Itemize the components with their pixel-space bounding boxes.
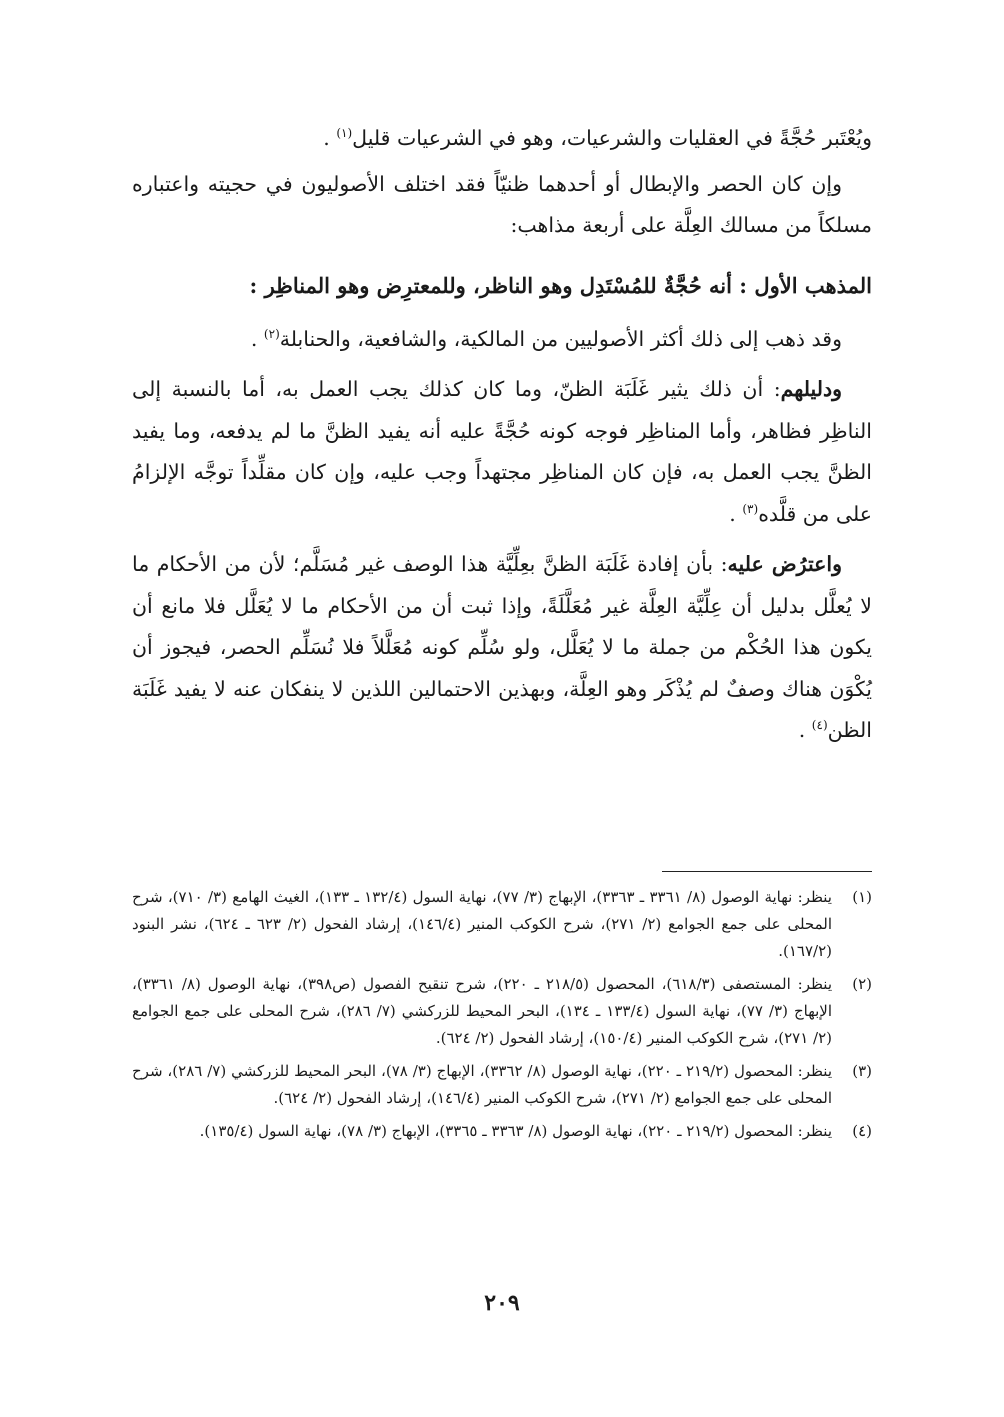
footnote-2 bbox=[132, 971, 872, 1052]
paragraph-5-label: واعترُض عليه bbox=[727, 552, 842, 576]
footnote-ref-4: (٤) bbox=[811, 718, 828, 733]
footnote-4 bbox=[132, 1118, 872, 1145]
paragraph-2: وإن كان الحصر والإبطال أو أحدهما ظنيّاً فقد اختلف الأصوليون في حجيته واعتباره مسلكاً من مسالك العِلَّة على أربعة مذاهب: bbox=[132, 171, 872, 237]
footnote-ref-1: (١) bbox=[336, 126, 353, 141]
footnote-text: ينظر: المحصول (٢١٩/٢ ـ ٢٢٠)، نهاية الوصول (٨/ ٣٣٦٢)، الإبهاج (٣/ ٧٨)، البحر المحيط للزركشي (٧/ ٢٨٦)، شرح المحلى على جمع الجوامع (٢/ ٢٧١)، شرح الكوكب المنير (١٤٦/٤)، إرشاد الفحول (٢/ ٦٢٤). bbox=[132, 1062, 833, 1107]
footnote-3 bbox=[132, 1058, 872, 1112]
paragraph-1: ويُعْتَبر حُجَّةً في العقليات والشرعيات، وهو في الشرعيات قليل$^{(١)}$ . bbox=[323, 126, 872, 150]
page-number: ٢٠٩ bbox=[484, 1290, 520, 1316]
footnote-number: (٢) bbox=[852, 975, 872, 993]
footnote-number: (٣) bbox=[852, 1062, 872, 1080]
footnote-text: ينظر: نهاية الوصول (٨/ ٣٣٦١ ـ ٣٣٦٣)، الإبهاج (٣/ ٧٧)، نهاية السول (١٣٢/٤ ـ ١٣٣)، الغيث الهامع (٣/ ٧١٠)، شرح المحلى على جمع الجوامع (٢/ ٢٧١)، شرح الكوكب المنير (١٤٦/٤)، إرشاد الفحول (٢/ ٦٢٣ ـ ٦٢٤)، نشر البنود (١٦٧/٢). bbox=[132, 888, 833, 960]
footnote-text: ينظر: المستصفى (٦١٨/٣)، المحصول (٢١٨/٥ ـ ٢٢٠)، شرح تنقيح الفصول (ص٣٩٨)، نهاية الوصول (٨/ ٣٣٦١)، الإبهاج (٣/ ٧٧)، نهاية السول (١٣٣/٤ ـ ١٣٤)، البحر المحيط للزركشي (٧/ ٢٨٦)، شرح المحلى على جمع الجوامع (٢/ ٢٧١)، شرح الكوكب المنير (١٥٠/٤)، إرشاد الفحول (٢/ ٦٢٤). bbox=[132, 975, 833, 1047]
footnote-ref-2: (٢) bbox=[263, 326, 280, 341]
page-body bbox=[132, 118, 872, 761]
footnote-ref-3: (٣) bbox=[742, 501, 759, 516]
footnote-divider bbox=[662, 871, 872, 872]
paragraph-3: وقد ذهب إلى ذلك أكثر الأصوليين من المالكية، والشافعية، والحنابلة$^{(٢)}$ . bbox=[250, 326, 842, 351]
paragraph-4-label: ودليلهم bbox=[780, 377, 842, 401]
footnote-number: (٤) bbox=[852, 1122, 872, 1140]
section-heading: المذهب الأول : أنه حُجَّةٌ للمُسْتَدِل وهو الناظر، وللمعترِض وهو المناظِر : bbox=[249, 272, 872, 298]
footnote-number: (١) bbox=[852, 888, 872, 906]
paragraph-4: ودليلهم: أن ذلك يثير غَلَبَة الظنّ، وما كان كذلك يجب العمل به، أما بالنسبة إلى الناظِر فظاهر، وأما المناظِر فوجه كونه حُجَّةً عليه أنه يفيد الظنَّ ما لم يدفعه، وما يفيد الظنَّ يجب العمل به، فإن كان المناظِر مجتهداً وجب عليه، وإن كان مقلِّداً توجَّه الإلزامُ على من قلَّده$^{(٣)}$ . bbox=[132, 377, 872, 526]
footnotes bbox=[132, 884, 872, 1151]
paragraph-5: واعترُض عليه: بأن إفادة غَلَبَة الظنَّ بعِلِّيَّة هذا الوصف غير مُسَلَّم؛ لأن من الأحكام ما لا يُعلَّل بدليل أن عِلِّيَّة العِلَّة غير مُعَلَّلَةً، وإذا ثبت أن من الأحكام ما لا يُعَلَّل فلا مانع أن يكون هذا الحُكْم من جملة ما لا يُعَلَّل، ولو سُلِّم كونه مُعَلَّلاً فلا نُسَلِّم الحصر، فيجوز أن يُكْوَن هناك وصفٌ لم يُذْكَر وهو العِلَّة، وبهذين الاحتمالين اللذين لا ينفكان عنه لا يفيد غَلَبَة الظن$^{(٤)}$ . bbox=[132, 552, 872, 742]
footnote-1 bbox=[132, 884, 872, 965]
footnote-text: ينظر: المحصول (٢١٩/٢ ـ ٢٢٠)، نهاية الوصول (٨/ ٣٣٦٣ ـ ٣٣٦٥)، الإبهاج (٣/ ٧٨)، نهاية السول (١٣٥/٤). bbox=[199, 1122, 832, 1140]
